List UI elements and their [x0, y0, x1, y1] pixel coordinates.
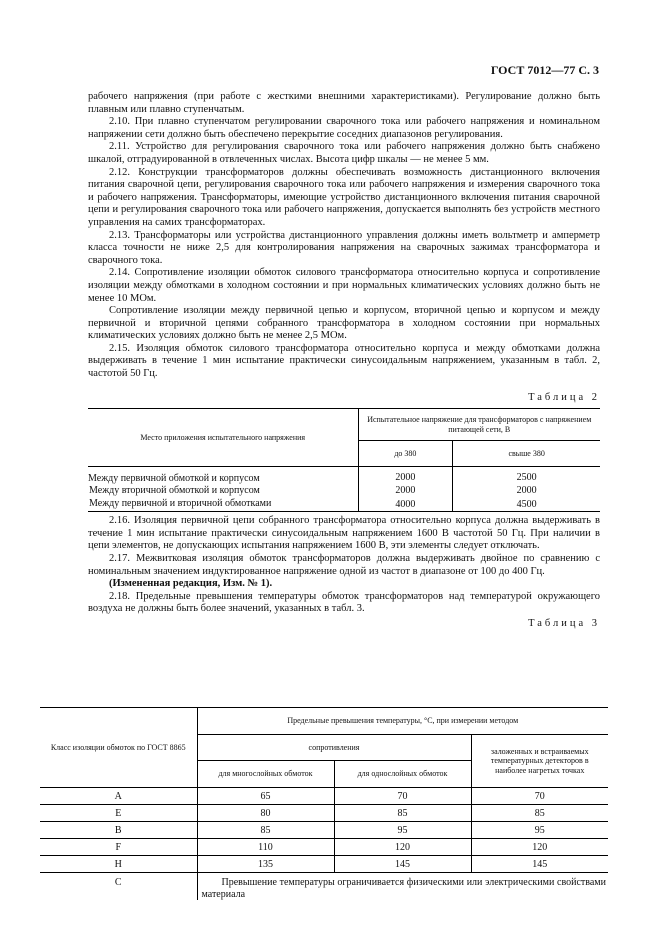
table-2 [88, 408, 600, 512]
table3-detect: 120 [471, 839, 608, 856]
table2-col1-header: Место приложения испытательного напряжения [88, 409, 358, 467]
table2-sub2: свыше 380 [453, 441, 600, 467]
table3-single: 70 [334, 788, 471, 805]
paragraph-2-13: 2.13. Трансформаторы или устройства дистанционного управления должны иметь вольтметр и амперметр класса точности не ниже 2,5 для контролирования напряжения на сварочных зажимах трансформатора и сварочного тока. [88, 229, 600, 266]
table2-v2: 2000 [453, 484, 600, 497]
page-header: ГОСТ 7012—77 С. 3 [490, 63, 599, 77]
paragraph-2-15: 2.15. Изоляция обмоток силового трансформатора относительно корпуса и между обмотками должна выдерживать в течение 1 мин испытание практически синусоидальным напряжением, указанным в табл. 2, частотой 50 Гц. [88, 342, 600, 380]
table3-multi: 85 [197, 822, 334, 839]
table-row [88, 467, 600, 485]
table-3 [40, 707, 608, 900]
table3-detect: 145 [471, 856, 608, 873]
table3-sub-resist: сопротивления [197, 735, 471, 761]
paragraph-2-16: 2.16. Изоляция первичной цепи собранного трансформатора относительно корпуса должна выдерживать в течение 1 мин испытание практически синусоидальным напряжением 1600 В частотой 50 Гц. При наличии в цепи элементов, не допускающих испытания напряжением 1600 В, эти элементы следует отключать. [88, 515, 600, 552]
paragraph-2-10: 2.10. При плавно ступенчатом регулировании сварочного тока или рабочего напряжения и номинальном напряжении сети должно быть обеспечено перекрытие соседних диапазонов регулирования. [88, 116, 600, 140]
table-row [40, 805, 608, 822]
table2-place: Между вторичной обмоткой и корпусом [89, 485, 260, 497]
table3-detect: 95 [471, 822, 608, 839]
paragraph-2-12: 2.12. Конструкции трансформаторов должны обеспечивать возможность дистанционного включения питания сварочной цепи, регулирования сварочного тока или рабочего напряжения и измерения сварочного тока и рабочего напряжения. Трансформаторы, имеющие устройство дистанционного включения питания сварочной цепи и регулирования сварочного тока или рабочего напряжения, допускается выполнять без устройств местного управления на самих трансформаторах. [88, 166, 600, 228]
table-row [40, 788, 608, 805]
table2-v2: 2500 [453, 467, 600, 485]
table3-detect: 70 [471, 788, 608, 805]
table3-single: 120 [334, 839, 471, 856]
table3-wrap [40, 707, 608, 900]
table3-class: E [40, 805, 197, 822]
table3-single: 95 [334, 822, 471, 839]
document-body [88, 91, 600, 635]
paragraph-2-14: 2.14. Сопротивление изоляции обмоток силового трансформатора относительно корпуса и сопротивление изоляции между обмотками в холодном состоянии и при нормальных климатических условиях должно быть не менее 10 МОм. [88, 267, 600, 304]
table2-place: Между первичной обмоткой и корпусом [88, 472, 260, 484]
table2-v2: 4500 [453, 497, 600, 512]
table3-col1-header: Класс изоляции обмоток по ГОСТ 8865 [40, 708, 197, 788]
table3-class: C [114, 877, 122, 888]
table3-sub-detect: заложенных и встраиваемых температурных детекторов в наиболее нагретых точках [471, 735, 608, 788]
edition-note: (Измененная редакция, Изм. № 1). [109, 578, 273, 590]
paragraph-cont: рабочего напряжения (при работе с жесткими внешними характеристиками). Регулирование должно быть плавным или плавно ступенчатым. [88, 91, 600, 115]
table3-row-c-note: Превышение температуры ограничивается физическими или электрическими свойствами материала [197, 873, 608, 901]
table-row [40, 873, 608, 901]
table3-class: A [40, 788, 197, 805]
table-row [40, 856, 608, 873]
table3-single: 85 [334, 805, 471, 822]
paragraph-2-11: 2.11. Устройство для регулирования сварочного тока или рабочего напряжения должно быть снабжено шкалой, отградуированной в отвлеченных числах. Высота цифр шкалы — не менее 5 мм. [88, 141, 600, 165]
table3-detect: 85 [471, 805, 608, 822]
table3-multi: 65 [197, 788, 334, 805]
table3-multi: 135 [197, 856, 334, 873]
table3-sub-multi: для многослойных обмоток [197, 761, 334, 788]
table2-v1: 2000 [358, 467, 453, 485]
table3-caption: Таблица 3 [528, 618, 600, 629]
table-row [88, 497, 600, 512]
table3-class: F [40, 839, 197, 856]
table3-sub-single: для однослойных обмоток [334, 761, 471, 788]
table2-sub1: до 380 [358, 441, 453, 467]
table3-single: 145 [334, 856, 471, 873]
paragraph-2-18: 2.18. Предельные превышения температуры обмоток трансформаторов над температурой окружающего воздуха не должны быть более значений, указанных в табл. 3. [88, 590, 600, 615]
table2-v1: 4000 [358, 497, 453, 512]
table3-class: B [40, 822, 197, 839]
table2-group-header: Испытательное напряжение для трансформаторов с напряжением питающей сети, В [358, 409, 600, 441]
table3-multi: 110 [197, 839, 334, 856]
table2-caption: Таблица 2 [528, 391, 600, 403]
table-row [40, 822, 608, 839]
table2-place: Между первичной и вторичной обмотками [88, 497, 358, 512]
paragraph-2-14b: Сопротивление изоляции между первичной цепью и корпусом, вторичной цепью и корпусом и между первичной и вторичной цепями собранного трансформатора в холодном состоянии при нормальных климатических условиях должно быть не менее 2,5 МОм. [88, 305, 600, 342]
table3-group-header: Предельные превышения температуры, °С, при измерении методом [197, 708, 608, 735]
table-row [40, 839, 608, 856]
table-row [88, 484, 600, 497]
paragraph-2-17: 2.17. Межвитковая изоляция обмоток трансформаторов должна выдерживать двойное по сравнению с номинальным значением индуктированное напряжение одной из частот в диапазоне от 100 до 400 Гц. [88, 553, 600, 577]
table3-multi: 80 [197, 805, 334, 822]
table2-v1: 2000 [358, 484, 453, 497]
table3-class: H [40, 856, 197, 873]
